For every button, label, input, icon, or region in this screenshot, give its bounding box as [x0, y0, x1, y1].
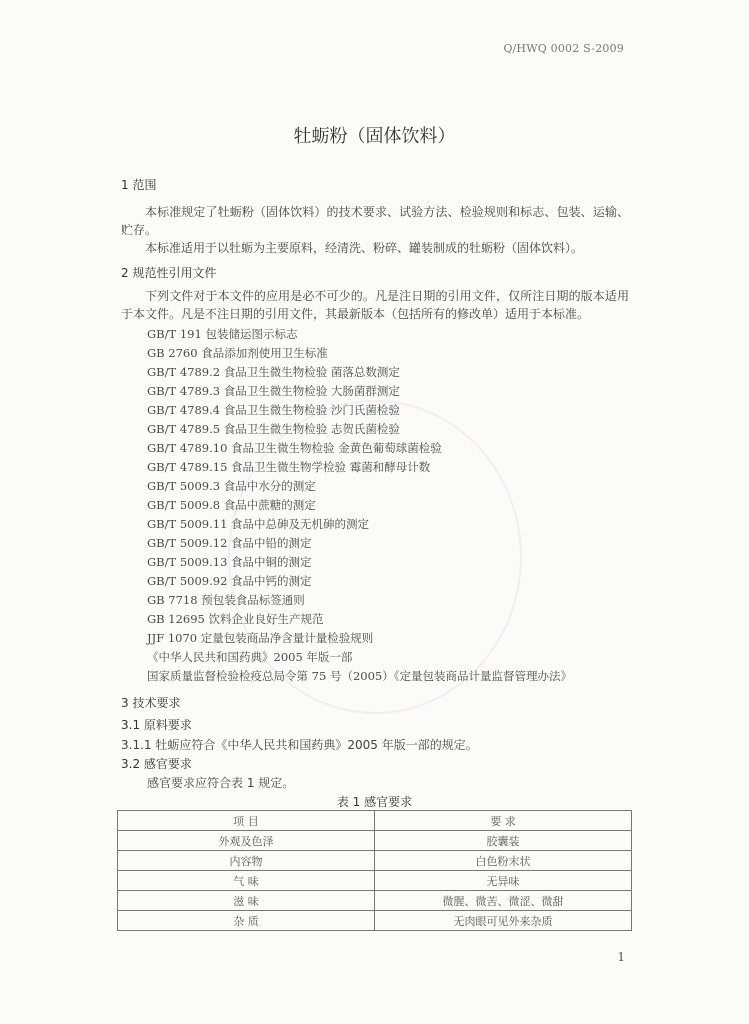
standard-code: Q/HWQ 0002 S-2009 [503, 42, 624, 55]
page-number: 1 [617, 950, 625, 964]
table-cell-requirement: 无异味 [375, 871, 632, 891]
reference-item: GB 7718 预包装食品标签通则 [147, 593, 305, 607]
table-cell-requirement: 无肉眼可见外来杂质 [375, 911, 632, 931]
reference-item: 《中华人民共和国药典》2005 年版一部 [147, 650, 353, 664]
reference-item: GB/T 191 包装储运图示标志 [147, 327, 298, 341]
reference-item: GB/T 4789.5 食品卫生微生物检验 志贺氏菌检验 [147, 422, 400, 436]
table-cell-item: 内容物 [118, 851, 375, 871]
section-1-heading: 1 范围 [121, 178, 157, 192]
table-cell-item: 滋 味 [118, 891, 375, 911]
section-2-heading: 2 规范性引用文件 [121, 266, 217, 280]
document-title: 牡蛎粉（固体饮料） [293, 126, 456, 147]
reference-item: GB/T 4789.15 食品卫生微生物学检验 霉菌和酵母计数 [147, 460, 431, 474]
section-1-paragraph-1: 本标准规定了牡蛎粉（固体饮料）的技术要求、试验方法、检验规则和标志、包装、运输、贮存。 [121, 205, 629, 237]
table-row [118, 831, 632, 851]
reference-item: GB/T 4789.4 食品卫生微生物检验 沙门氏菌检验 [147, 403, 400, 417]
section-1-paragraph-2: 本标准适用于以牡蛎为主要原料，经清洗、粉碎、罐装制成的牡蛎粉（固体饮料）。 [145, 241, 584, 255]
section-3-2-heading: 3.2 感官要求 [121, 757, 192, 771]
table-cell-item: 外观及色泽 [118, 831, 375, 851]
table-row [118, 851, 632, 871]
table-row [118, 871, 632, 891]
reference-item: GB/T 5009.8 食品中蔗糖的测定 [147, 498, 316, 512]
section-3-heading: 3 技术要求 [121, 696, 181, 710]
reference-item: GB/T 4789.2 食品卫生微生物检验 菌落总数测定 [147, 365, 400, 379]
section-3-1-1-text: 3.1.1 牡蛎应符合《中华人民共和国药典》2005 年版一部的规定。 [121, 738, 478, 752]
table-header-cell: 要 求 [375, 811, 632, 831]
sensory-requirements-table [117, 810, 632, 931]
reference-item: GB/T 4789.10 食品卫生微生物检验 金黄色葡萄球菌检验 [147, 441, 442, 455]
reference-item: GB/T 5009.12 食品中铅的测定 [147, 536, 312, 550]
reference-item: GB/T 5009.3 食品中水分的测定 [147, 479, 316, 493]
reference-item: JJF 1070 定量包装商品净含量计量检验规则 [147, 631, 374, 645]
table-cell-requirement: 白色粉末状 [375, 851, 632, 871]
reference-item: GB 12695 饮料企业良好生产规范 [147, 612, 324, 626]
reference-item: GB/T 5009.92 食品中钙的测定 [147, 574, 312, 588]
reference-item: GB 2760 食品添加剂使用卫生标准 [147, 346, 328, 360]
reference-item: GB/T 4789.3 食品卫生微生物检验 大肠菌群测定 [147, 384, 400, 398]
table-1-caption: 表 1 感官要求 [336, 795, 413, 809]
table-header-cell: 项 目 [118, 811, 375, 831]
table-cell-item: 杂 质 [118, 911, 375, 931]
section-2-intro: 下列文件对于本文件的应用是必不可少的。凡是注日期的引用文件，仅所注日期的版本适用于本文件。凡是不注日期的引用文件，其最新版本（包括所有的修改单）适用于本标准。 [121, 289, 629, 321]
section-3-2-text: 感官要求应符合表 1 规定。 [147, 776, 295, 790]
table-header-row [118, 811, 632, 831]
table-cell-requirement: 微腥、微苦、微涩、微甜 [375, 891, 632, 911]
reference-item: GB/T 5009.11 食品中总砷及无机砷的测定 [147, 517, 370, 531]
table-row [118, 891, 632, 911]
section-3-1-heading: 3.1 原料要求 [121, 718, 192, 732]
reference-item: GB/T 5009.13 食品中铜的测定 [147, 555, 312, 569]
table-cell-item: 气 味 [118, 871, 375, 891]
table-cell-requirement: 胶囊装 [375, 831, 632, 851]
reference-item: 国家质量监督检验检疫总局令第 75 号（2005）《定量包装商品计量监督管理办法》 [147, 669, 572, 683]
table-row [118, 911, 632, 931]
